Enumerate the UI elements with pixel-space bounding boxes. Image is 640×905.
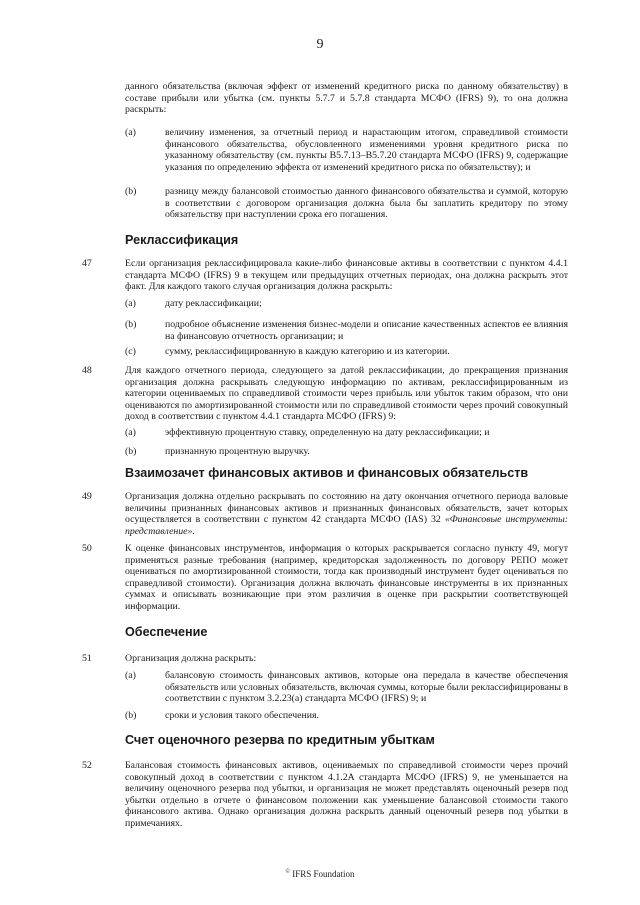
list-item-text: подробное объяснение изменения бизнес-модели и описание качественных аспектов ее влияния на финансовую отчетность организации; и <box>165 319 568 342</box>
footer-text: IFRS Foundation <box>292 869 355 879</box>
list-item-text: дату реклассификации; <box>165 298 262 309</box>
paragraph-number: 52 <box>82 760 92 771</box>
list-item-label: (c) <box>125 346 136 357</box>
paragraph-text: Организация должна отдельно раскрывать по состоянию на дату окончания отчетного периода валовые величины признанных финансовых активов и признанных финансовых обязательств, зачет которых осуществляется в соответствии с пунктом 42 стандарта МСФО (IAS) 32 «Финансовые инструменты: представление». <box>125 491 568 537</box>
copyright-symbol: © <box>285 869 291 875</box>
footer-copyright <box>0 869 640 879</box>
list-item-text: сроки и условия такого обеспечения. <box>165 710 319 721</box>
list-item-label: (a) <box>125 427 136 438</box>
paragraph-text: Если организация реклассифицировала какие-либо финансовые активы в соответствии с пунктом 4.4.1 стандарта МСФО (IFRS) 9 в текущем или предыдущих отчетных периодах, она должна раскрыть этот факт. Для каждого такого случая организация должна раскрыть: <box>125 258 568 293</box>
list-item-text: разницу между балансовой стоимостью данного финансового обязательства и суммой, которую в соответствии с договором организация должна была бы заплатить кредитору по этому обязательству при наступлении срока его погашения. <box>165 186 568 221</box>
section-heading: Взаимозачет финансовых активов и финансовых обязательств <box>125 466 529 480</box>
list-item-label: (b) <box>125 319 137 330</box>
paragraph-text: Для каждого отчетного периода, следующего за датой реклассификации, до прекращения признания организация должна раскрывать следующую информацию по активам, реклассифицированным из категории оцениваемых по справедливой стоимости через прибыль или убыток таким образом, что они оцениваются по амортизированной стоимости или по справедливой стоимости через прочий совокупный доход в соответствии с пунктом 4.4.1 стандарта МСФО (IFRS) 9: <box>125 365 568 423</box>
list-item-text: эффективную процентную ставку, определенную на дату реклассификации; и <box>165 427 490 438</box>
paragraph-text: К оценке финансовых инструментов, информация о которых раскрывается согласно пункту 49, могут применяться разные требования (например, кредиторская задолженность по договору РЕПО может оцениваться по амортизированной стоимости, тогда как производный инструмент будет оцениваться по справедливой стоимости). Организация должна включать финансовые инструменты в их признанных суммах и описывать возникающие при этом различия в оценке при раскрытии соответствующей информации. <box>125 543 568 612</box>
standard-title: «Финансовые инструменты: представление». <box>125 514 568 537</box>
list-item-label: (b) <box>125 446 137 457</box>
section-heading: Обеспечение <box>125 625 208 639</box>
list-item-text: сумму, реклассифицированную в каждую категорию и из категории. <box>165 346 450 357</box>
paragraph-text: Организация должна раскрыть: <box>125 653 257 664</box>
paragraph-number: 48 <box>82 365 92 376</box>
paragraph-text: Балансовая стоимость финансовых активов, оцениваемых по справедливой стоимости через прочий совокупный доход в соответствии с пунктом 4.1.2A стандарта МСФО (IFRS) 9, не уменьшается на величину оценочного резерва под убытки, и организация не может представлять оценочный резерв под убытки отдельно в отчете о финансовом положении как уменьшение балансовой стоимости такого финансового актива. Однако организация должна раскрыть данный оценочный резерв под убытки в примечаниях. <box>125 760 568 829</box>
list-item-label: (a) <box>125 298 136 309</box>
list-item-text: признанную процентную выручку. <box>165 446 310 457</box>
paragraph-number: 47 <box>82 258 92 269</box>
page-number: 9 <box>316 37 324 52</box>
paragraph-number: 51 <box>82 653 92 664</box>
section-heading: Реклассификация <box>125 233 239 247</box>
section-heading: Счет оценочного резерва по кредитным убыткам <box>125 733 435 747</box>
paragraph-number: 50 <box>82 543 92 554</box>
list-item-label: (a) <box>125 670 136 681</box>
list-item-label: (b) <box>125 186 137 197</box>
paragraph-number: 49 <box>82 491 92 502</box>
list-item-text: балансовую стоимость финансовых активов, которые она передала в качестве обеспечения обязательств или условных обязательств, включая суммы, которые были реклассифицированы в соответствии с пунктом 3.2.23(a) стандарта МСФО (IFRS) 9; и <box>165 670 568 705</box>
list-item-text: величину изменения, за отчетный период и нарастающим итогом, справедливой стоимости финансового обязательства, обусловленного изменениями уровня кредитного риска по указанному обязательству (см. пункты B5.7.13–B5.7.20 стандарта МСФО (IFRS) 9, содержащие указания по определению эффекта от изменений кредитного риска по обязательству); и <box>165 127 568 173</box>
list-item-label: (a) <box>125 127 136 138</box>
list-item-label: (b) <box>125 710 137 721</box>
intro-paragraph: данного обязательства (включая эффект от изменений кредитного риска по данному обязательству) в составе прибыли или убытка (см. пункты 5.7.7 и 5.7.8 стандарта МСФО (IFRS) 9), то она должна раскрыть: <box>125 81 568 116</box>
